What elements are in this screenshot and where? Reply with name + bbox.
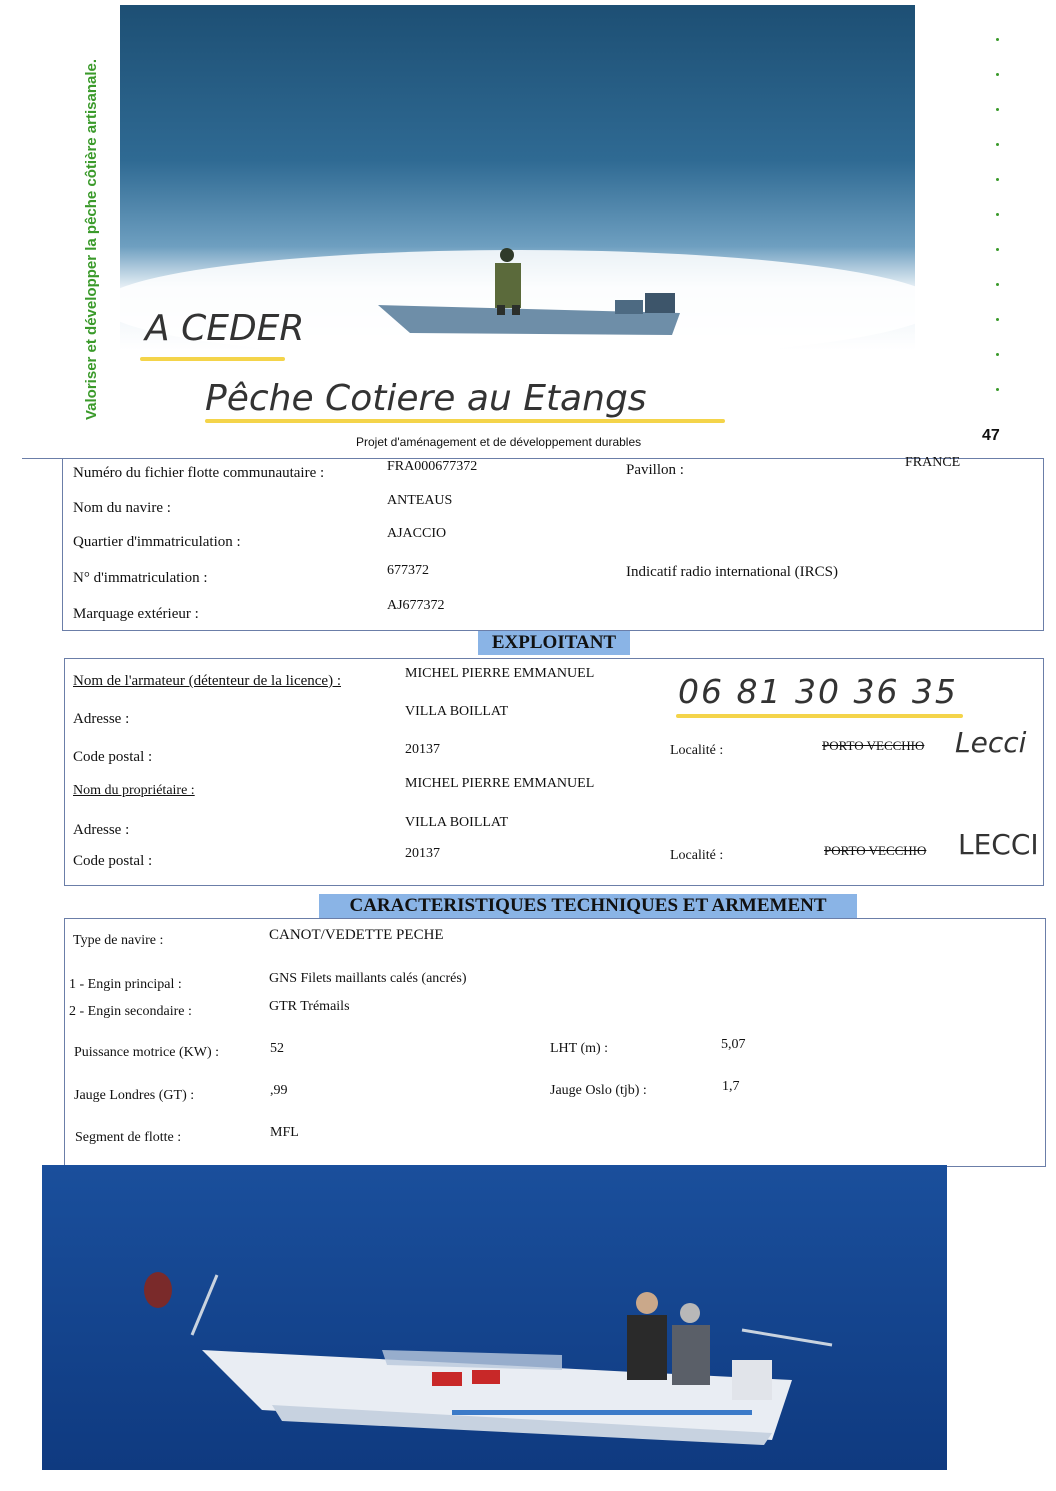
dot-marker [996, 318, 999, 321]
proprietaire-value: MICHEL PIERRE EMMANUEL [405, 776, 595, 791]
marquage-label: Marquage extérieur : [73, 606, 199, 622]
dot-marker [996, 143, 999, 146]
localite2-handwritten: LECCI [958, 828, 1039, 861]
dot-marker [996, 38, 999, 41]
proprietaire-label: Nom du propriétaire : [73, 783, 195, 798]
type-value: CANOT/VEDETTE PECHE [269, 927, 444, 943]
dot-marker [996, 248, 999, 251]
handwritten-phone: 06 81 30 36 35 [678, 672, 958, 711]
subtitle: Projet d'aménagement et de développement durables [356, 435, 642, 449]
highlight-mark [205, 419, 725, 423]
handwritten-title-2: Pêche Cotiere au Etangs [205, 378, 647, 419]
code-postal2-label: Code postal : [73, 853, 153, 869]
technique-heading: CARACTERISTIQUES TECHNIQUES ET ARMEMENT [319, 894, 857, 918]
armateur-value: MICHEL PIERRE EMMANUEL [405, 666, 595, 681]
jauge-londres-label: Jauge Londres (GT) : [74, 1088, 195, 1103]
code-postal-value: 20137 [405, 742, 440, 757]
dot-marker [996, 108, 999, 111]
jauge-londres-value: ,99 [270, 1083, 288, 1098]
page-number: 47 [982, 427, 1000, 444]
fichier-flotte-label: Numéro du fichier flotte communautaire : [73, 465, 325, 481]
localite-label: Localité : [670, 743, 724, 758]
pavillon-label: Pavillon : [626, 462, 684, 478]
engin1-label: 1 - Engin principal : [69, 977, 182, 992]
type-label: Type de navire : [73, 933, 164, 948]
pavillon-value: FRANCE [905, 455, 961, 470]
highlight-mark [140, 357, 285, 361]
adresse-value: VILLA BOILLAT [405, 704, 509, 719]
code-postal2-value: 20137 [405, 846, 440, 861]
dot-marker [996, 388, 999, 391]
fichier-flotte-value: FRA000677372 [387, 459, 478, 474]
code-postal-label: Code postal : [73, 749, 153, 765]
quartier-value: AJACCIO [387, 526, 447, 541]
adresse-label: Adresse : [73, 711, 130, 727]
localite2-printed: PORTO VECCHIO [824, 843, 927, 858]
jauge-oslo-label: Jauge Oslo (tjb) : [550, 1083, 647, 1098]
immat-label: N° d'immatriculation : [73, 570, 208, 586]
puissance-value: 52 [270, 1041, 284, 1056]
lht-label: LHT (m) : [550, 1041, 609, 1056]
segment-label: Segment de flotte : [75, 1130, 182, 1145]
localite-handwritten: Lecci [955, 726, 1027, 759]
ircs-label: Indicatif radio international (IRCS) [626, 564, 839, 580]
localite2-label: Localité : [670, 848, 724, 863]
marquage-value: AJ677372 [387, 598, 445, 613]
segment-value: MFL [270, 1125, 299, 1140]
engin2-label: 2 - Engin secondaire : [69, 1004, 192, 1019]
localite-printed: PORTO VECCHIO [822, 738, 925, 753]
dot-marker [996, 178, 999, 181]
jauge-oslo-value: 1,7 [722, 1079, 740, 1094]
engin1-value: GNS Filets maillants calés (ancrés) [269, 971, 467, 986]
dot-marker [996, 73, 999, 76]
top-photo [120, 5, 915, 350]
lht-value: 5,07 [721, 1037, 746, 1052]
handwritten-title-1: A CEDER [145, 308, 305, 349]
adresse2-value: VILLA BOILLAT [405, 815, 509, 830]
highlight-mark [676, 714, 963, 718]
nom-navire-value: ANTEAUS [387, 493, 453, 508]
bottom-photo [42, 1165, 947, 1470]
puissance-label: Puissance motrice (KW) : [74, 1045, 220, 1060]
immat-value: 677372 [387, 563, 429, 578]
dot-marker [996, 353, 999, 356]
engin2-value: GTR Trémails [269, 999, 350, 1014]
side-banner: Valoriser et développer la pêche côtière artisanale. [83, 58, 100, 420]
nom-navire-label: Nom du navire : [73, 500, 171, 516]
armateur-label: Nom de l'armateur (détenteur de la licence) : [73, 673, 341, 689]
quartier-label: Quartier d'immatriculation : [73, 534, 241, 550]
dot-marker [996, 283, 999, 286]
exploitant-heading: EXPLOITANT [478, 631, 630, 655]
dot-marker [996, 213, 999, 216]
adresse2-label: Adresse : [73, 822, 130, 838]
